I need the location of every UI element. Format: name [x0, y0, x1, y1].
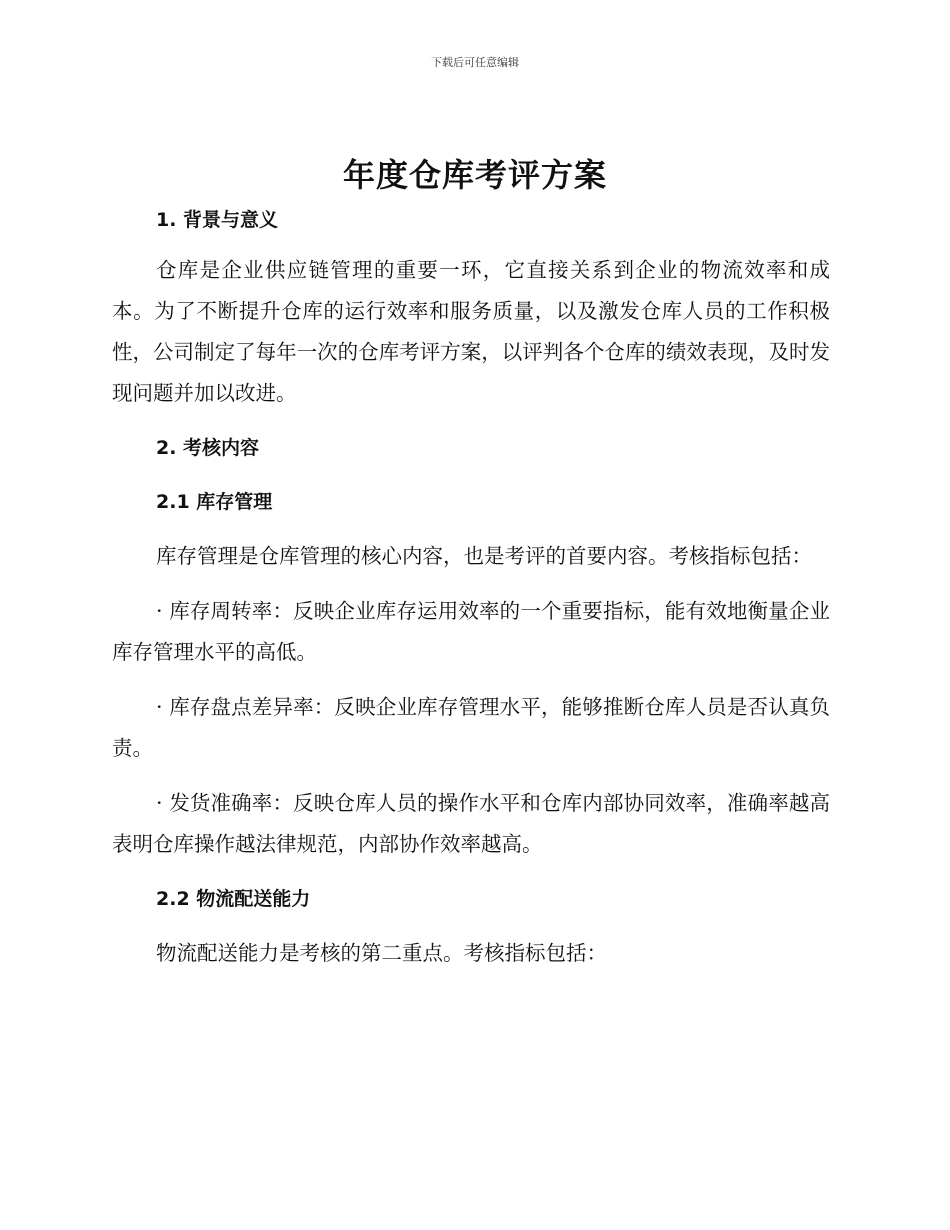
spacer — [112, 414, 830, 428]
document-title: 年度仓库考评方案 — [342, 156, 607, 194]
paragraph-background: 仓库是企业供应链管理的重要一环，它直接关系到企业的物流效率和成本。为了不断提升仓库的运行效率和服务质量，以及激发仓库人员的工作积极性，公司制定了每年一次的仓库考评方案，以评判各个仓库的绩效表现，及时发现问题并加以改进。 — [112, 258, 830, 405]
list-item-shipping-accuracy: · 发货准确率：反映仓库人员的操作水平和仓库内部协同效率，准确率越高表明仓库操作越法律规范，内部协作效率越高。 — [112, 791, 830, 856]
spacer — [112, 240, 830, 250]
section-heading-background: 1. 背景与意义 — [156, 209, 279, 231]
list-item-stocktake: · 库存盘点差异率：反映企业库存管理水平，能够推断仓库人员是否认真负责。 — [112, 695, 830, 760]
spacer — [112, 769, 830, 783]
spacer — [112, 468, 830, 482]
document-body — [112, 200, 830, 974]
spacer — [112, 673, 830, 687]
subsection-heading-inventory: 2.1 库存管理 — [156, 491, 273, 513]
paragraph-inventory-intro: 库存管理是仓库管理的核心内容，也是考评的首要内容。考核指标包括： — [156, 544, 812, 568]
spacer — [112, 522, 830, 536]
header-note: 下载后可任意编辑 — [431, 56, 519, 69]
subsection-heading-logistics: 2.2 物流配送能力 — [156, 888, 311, 910]
spacer — [112, 865, 830, 879]
paragraph-logistics-intro: 物流配送能力是考核的第二重点。考核指标包括： — [156, 941, 607, 965]
section-heading-assessment: 2. 考核内容 — [156, 437, 260, 459]
spacer — [112, 919, 830, 933]
spacer — [112, 577, 830, 591]
list-item-turnover: · 库存周转率：反映企业库存运用效率的一个重要指标，能有效地衡量企业库存管理水平的高低。 — [112, 599, 830, 664]
